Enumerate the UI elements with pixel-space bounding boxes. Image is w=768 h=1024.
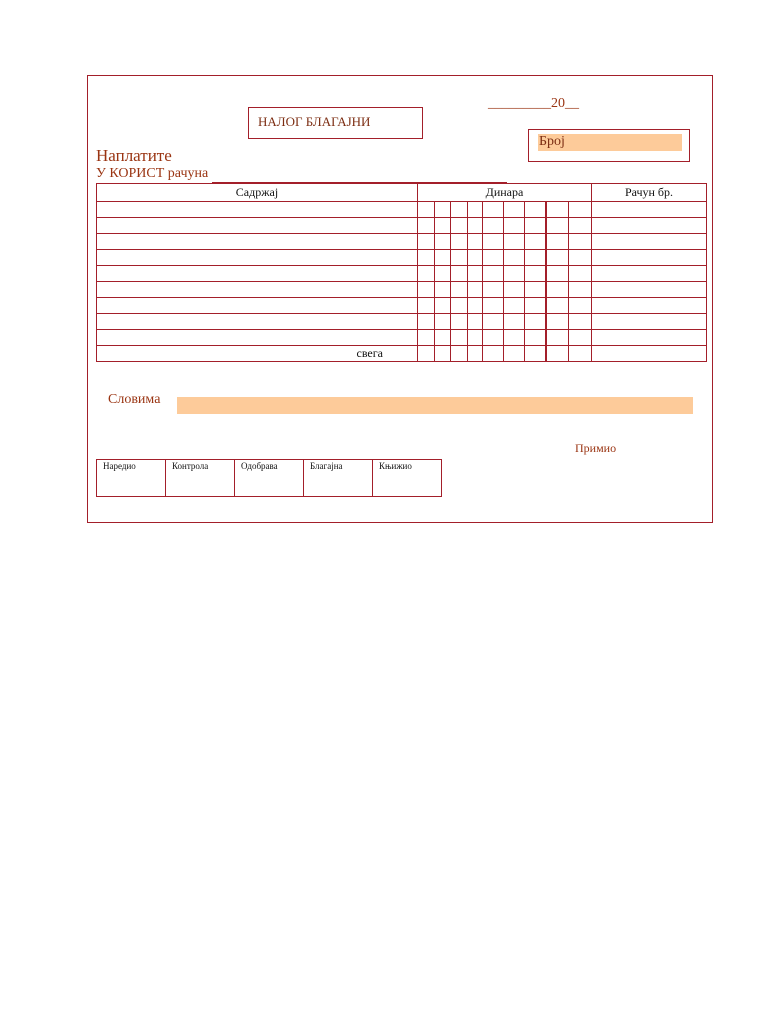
table-row bbox=[97, 282, 707, 298]
dinar-digit-cell[interactable] bbox=[504, 218, 525, 234]
account-no-cell[interactable] bbox=[592, 346, 707, 362]
dinar-digit-cell[interactable] bbox=[504, 282, 525, 298]
account-no-cell[interactable] bbox=[592, 234, 707, 250]
in-words-label: Словима bbox=[108, 392, 161, 407]
table-row bbox=[97, 234, 707, 250]
table-row bbox=[97, 298, 707, 314]
date-field[interactable]: _________20__ bbox=[488, 96, 579, 111]
dinar-digit-cell[interactable] bbox=[483, 202, 504, 218]
dinar-digit-cell[interactable] bbox=[468, 346, 483, 362]
dinar-digit-cell[interactable] bbox=[546, 298, 569, 314]
dinar-digit-cell[interactable] bbox=[569, 298, 592, 314]
account-label: У КОРИСТ рачуна bbox=[96, 166, 209, 181]
dinar-digit-cell[interactable] bbox=[504, 298, 525, 314]
account-no-cell[interactable] bbox=[592, 298, 707, 314]
account-no-cell[interactable] bbox=[592, 202, 707, 218]
dinar-digit-cell[interactable] bbox=[451, 218, 468, 234]
dinar-digit-cell[interactable] bbox=[546, 266, 569, 282]
dinar-digit-cell[interactable] bbox=[525, 266, 546, 282]
table-row bbox=[97, 314, 707, 330]
content-cell[interactable] bbox=[97, 266, 418, 282]
dinar-digit-cell[interactable] bbox=[569, 202, 592, 218]
dinar-digit-cell[interactable] bbox=[546, 250, 569, 266]
dinar-digit-cell[interactable] bbox=[569, 346, 592, 362]
content-cell[interactable] bbox=[97, 282, 418, 298]
dinar-digit-cell[interactable] bbox=[468, 250, 483, 266]
dinar-digit-cell[interactable] bbox=[504, 202, 525, 218]
dinar-digit-cell[interactable] bbox=[483, 330, 504, 346]
dinar-digit-cell[interactable] bbox=[525, 330, 546, 346]
content-cell[interactable] bbox=[97, 234, 418, 250]
signature-table bbox=[96, 459, 442, 497]
dinar-digit-cell[interactable] bbox=[546, 282, 569, 298]
dinar-digit-cell[interactable] bbox=[546, 314, 569, 330]
content-cell[interactable] bbox=[97, 298, 418, 314]
dinar-digit-cell[interactable] bbox=[504, 346, 525, 362]
pay-label: Наплатите bbox=[96, 146, 172, 165]
dinar-digit-cell[interactable] bbox=[451, 250, 468, 266]
account-no-cell[interactable] bbox=[592, 314, 707, 330]
dinar-digit-cell[interactable] bbox=[451, 346, 468, 362]
dinar-digit-cell[interactable] bbox=[435, 298, 451, 314]
content-cell[interactable] bbox=[97, 314, 418, 330]
dinar-digit-cell[interactable] bbox=[569, 314, 592, 330]
dinar-digit-cell[interactable] bbox=[525, 250, 546, 266]
account-no-cell[interactable] bbox=[592, 330, 707, 346]
account-line bbox=[96, 166, 507, 183]
dinar-digit-cell[interactable] bbox=[451, 202, 468, 218]
content-cell[interactable] bbox=[97, 250, 418, 266]
dinar-digit-cell[interactable] bbox=[483, 218, 504, 234]
dinar-digit-cell[interactable] bbox=[504, 330, 525, 346]
form-title: НАЛОГ БЛАГАЈНИ bbox=[248, 107, 423, 139]
content-cell[interactable] bbox=[97, 202, 418, 218]
content-cell[interactable] bbox=[97, 330, 418, 346]
header-dinars: Динара bbox=[418, 184, 592, 202]
dinar-digit-cell[interactable] bbox=[435, 218, 451, 234]
dinar-digit-cell[interactable] bbox=[468, 282, 483, 298]
dinar-digit-cell[interactable] bbox=[435, 330, 451, 346]
dinar-digit-cell[interactable] bbox=[435, 234, 451, 250]
dinar-digit-cell[interactable] bbox=[504, 250, 525, 266]
table-row bbox=[97, 266, 707, 282]
dinar-digit-cell[interactable] bbox=[483, 346, 504, 362]
dinar-digit-cell[interactable] bbox=[525, 282, 546, 298]
dinar-digit-cell[interactable] bbox=[468, 266, 483, 282]
dinar-digit-cell[interactable] bbox=[483, 250, 504, 266]
dinar-digit-cell[interactable] bbox=[569, 234, 592, 250]
dinar-digit-cell[interactable] bbox=[418, 298, 435, 314]
dinar-digit-cell[interactable] bbox=[451, 266, 468, 282]
dinar-digit-cell[interactable] bbox=[483, 234, 504, 250]
dinar-digit-cell[interactable] bbox=[418, 282, 435, 298]
account-no-cell[interactable] bbox=[592, 250, 707, 266]
dinar-digit-cell[interactable] bbox=[569, 282, 592, 298]
received-label: Примио bbox=[575, 441, 617, 455]
account-field[interactable] bbox=[212, 166, 507, 183]
dinar-digit-cell[interactable] bbox=[546, 202, 569, 218]
dinar-digit-cell[interactable] bbox=[504, 266, 525, 282]
signature-control[interactable]: Контрола bbox=[166, 460, 235, 497]
table-row bbox=[97, 250, 707, 266]
signature-booked[interactable]: Књижио bbox=[373, 460, 442, 497]
account-no-cell[interactable] bbox=[592, 218, 707, 234]
dinar-digit-cell[interactable] bbox=[418, 234, 435, 250]
dinar-digit-cell[interactable] bbox=[483, 266, 504, 282]
dinar-digit-cell[interactable] bbox=[451, 298, 468, 314]
dinar-digit-cell[interactable] bbox=[525, 234, 546, 250]
dinar-digit-cell[interactable] bbox=[468, 218, 483, 234]
dinar-digit-cell[interactable] bbox=[451, 330, 468, 346]
dinar-digit-cell[interactable] bbox=[451, 282, 468, 298]
signature-cashier[interactable]: Благајна bbox=[304, 460, 373, 497]
table-row bbox=[97, 202, 707, 218]
dinar-digit-cell[interactable] bbox=[435, 282, 451, 298]
table-row bbox=[97, 330, 707, 346]
header-content: Садржај bbox=[97, 184, 418, 202]
dinar-digit-cell[interactable] bbox=[546, 218, 569, 234]
dinar-digit-cell[interactable] bbox=[546, 330, 569, 346]
number-label: Број bbox=[539, 134, 565, 149]
dinar-digit-cell[interactable] bbox=[525, 202, 546, 218]
dinar-digit-cell[interactable] bbox=[468, 202, 483, 218]
dinar-digit-cell[interactable] bbox=[546, 234, 569, 250]
dinar-digit-cell[interactable] bbox=[435, 314, 451, 330]
dinar-digit-cell[interactable] bbox=[468, 298, 483, 314]
dinar-digit-cell[interactable] bbox=[451, 234, 468, 250]
dinar-digit-cell[interactable] bbox=[418, 314, 435, 330]
dinar-digit-cell[interactable] bbox=[525, 346, 546, 362]
dinar-digit-cell[interactable] bbox=[435, 266, 451, 282]
dinar-digit-cell[interactable] bbox=[525, 314, 546, 330]
dinar-digit-cell[interactable] bbox=[418, 250, 435, 266]
dinar-digit-cell[interactable] bbox=[468, 330, 483, 346]
dinar-digit-cell[interactable] bbox=[468, 234, 483, 250]
dinar-digit-cell[interactable] bbox=[418, 266, 435, 282]
dinar-digit-cell[interactable] bbox=[504, 234, 525, 250]
dinar-digit-cell[interactable] bbox=[483, 314, 504, 330]
dinar-digit-cell[interactable] bbox=[451, 314, 468, 330]
dinar-digit-cell[interactable] bbox=[546, 346, 569, 362]
total-label-cell: свега bbox=[97, 346, 418, 362]
signature-approves[interactable]: Одобрава bbox=[235, 460, 304, 497]
dinar-digit-cell[interactable] bbox=[483, 298, 504, 314]
content-cell[interactable] bbox=[97, 218, 418, 234]
dinar-digit-cell[interactable] bbox=[435, 250, 451, 266]
signature-ordered[interactable]: Наредио bbox=[97, 460, 166, 497]
dinar-digit-cell[interactable] bbox=[569, 250, 592, 266]
dinar-digit-cell[interactable] bbox=[418, 330, 435, 346]
account-no-cell[interactable] bbox=[592, 266, 707, 282]
dinar-digit-cell[interactable] bbox=[569, 266, 592, 282]
dinar-digit-cell[interactable] bbox=[569, 330, 592, 346]
account-no-cell[interactable] bbox=[592, 282, 707, 298]
dinar-digit-cell[interactable] bbox=[525, 218, 546, 234]
dinar-digit-cell[interactable] bbox=[569, 218, 592, 234]
dinar-digit-cell[interactable] bbox=[525, 298, 546, 314]
dinar-digit-cell[interactable] bbox=[435, 346, 451, 362]
in-words-field[interactable] bbox=[177, 397, 693, 414]
dinar-digit-cell[interactable] bbox=[418, 218, 435, 234]
dinar-digit-cell[interactable] bbox=[418, 202, 435, 218]
dinar-digit-cell[interactable] bbox=[418, 346, 435, 362]
dinar-digit-cell[interactable] bbox=[483, 282, 504, 298]
entries-table bbox=[96, 183, 707, 362]
dinar-digit-cell[interactable] bbox=[504, 314, 525, 330]
table-row bbox=[97, 218, 707, 234]
header-account-no: Рачун бр. bbox=[592, 184, 707, 202]
dinar-digit-cell[interactable] bbox=[435, 202, 451, 218]
number-box bbox=[528, 129, 690, 162]
table-header-row bbox=[97, 184, 707, 202]
dinar-digit-cell[interactable] bbox=[468, 314, 483, 330]
table-total-row bbox=[97, 346, 707, 362]
